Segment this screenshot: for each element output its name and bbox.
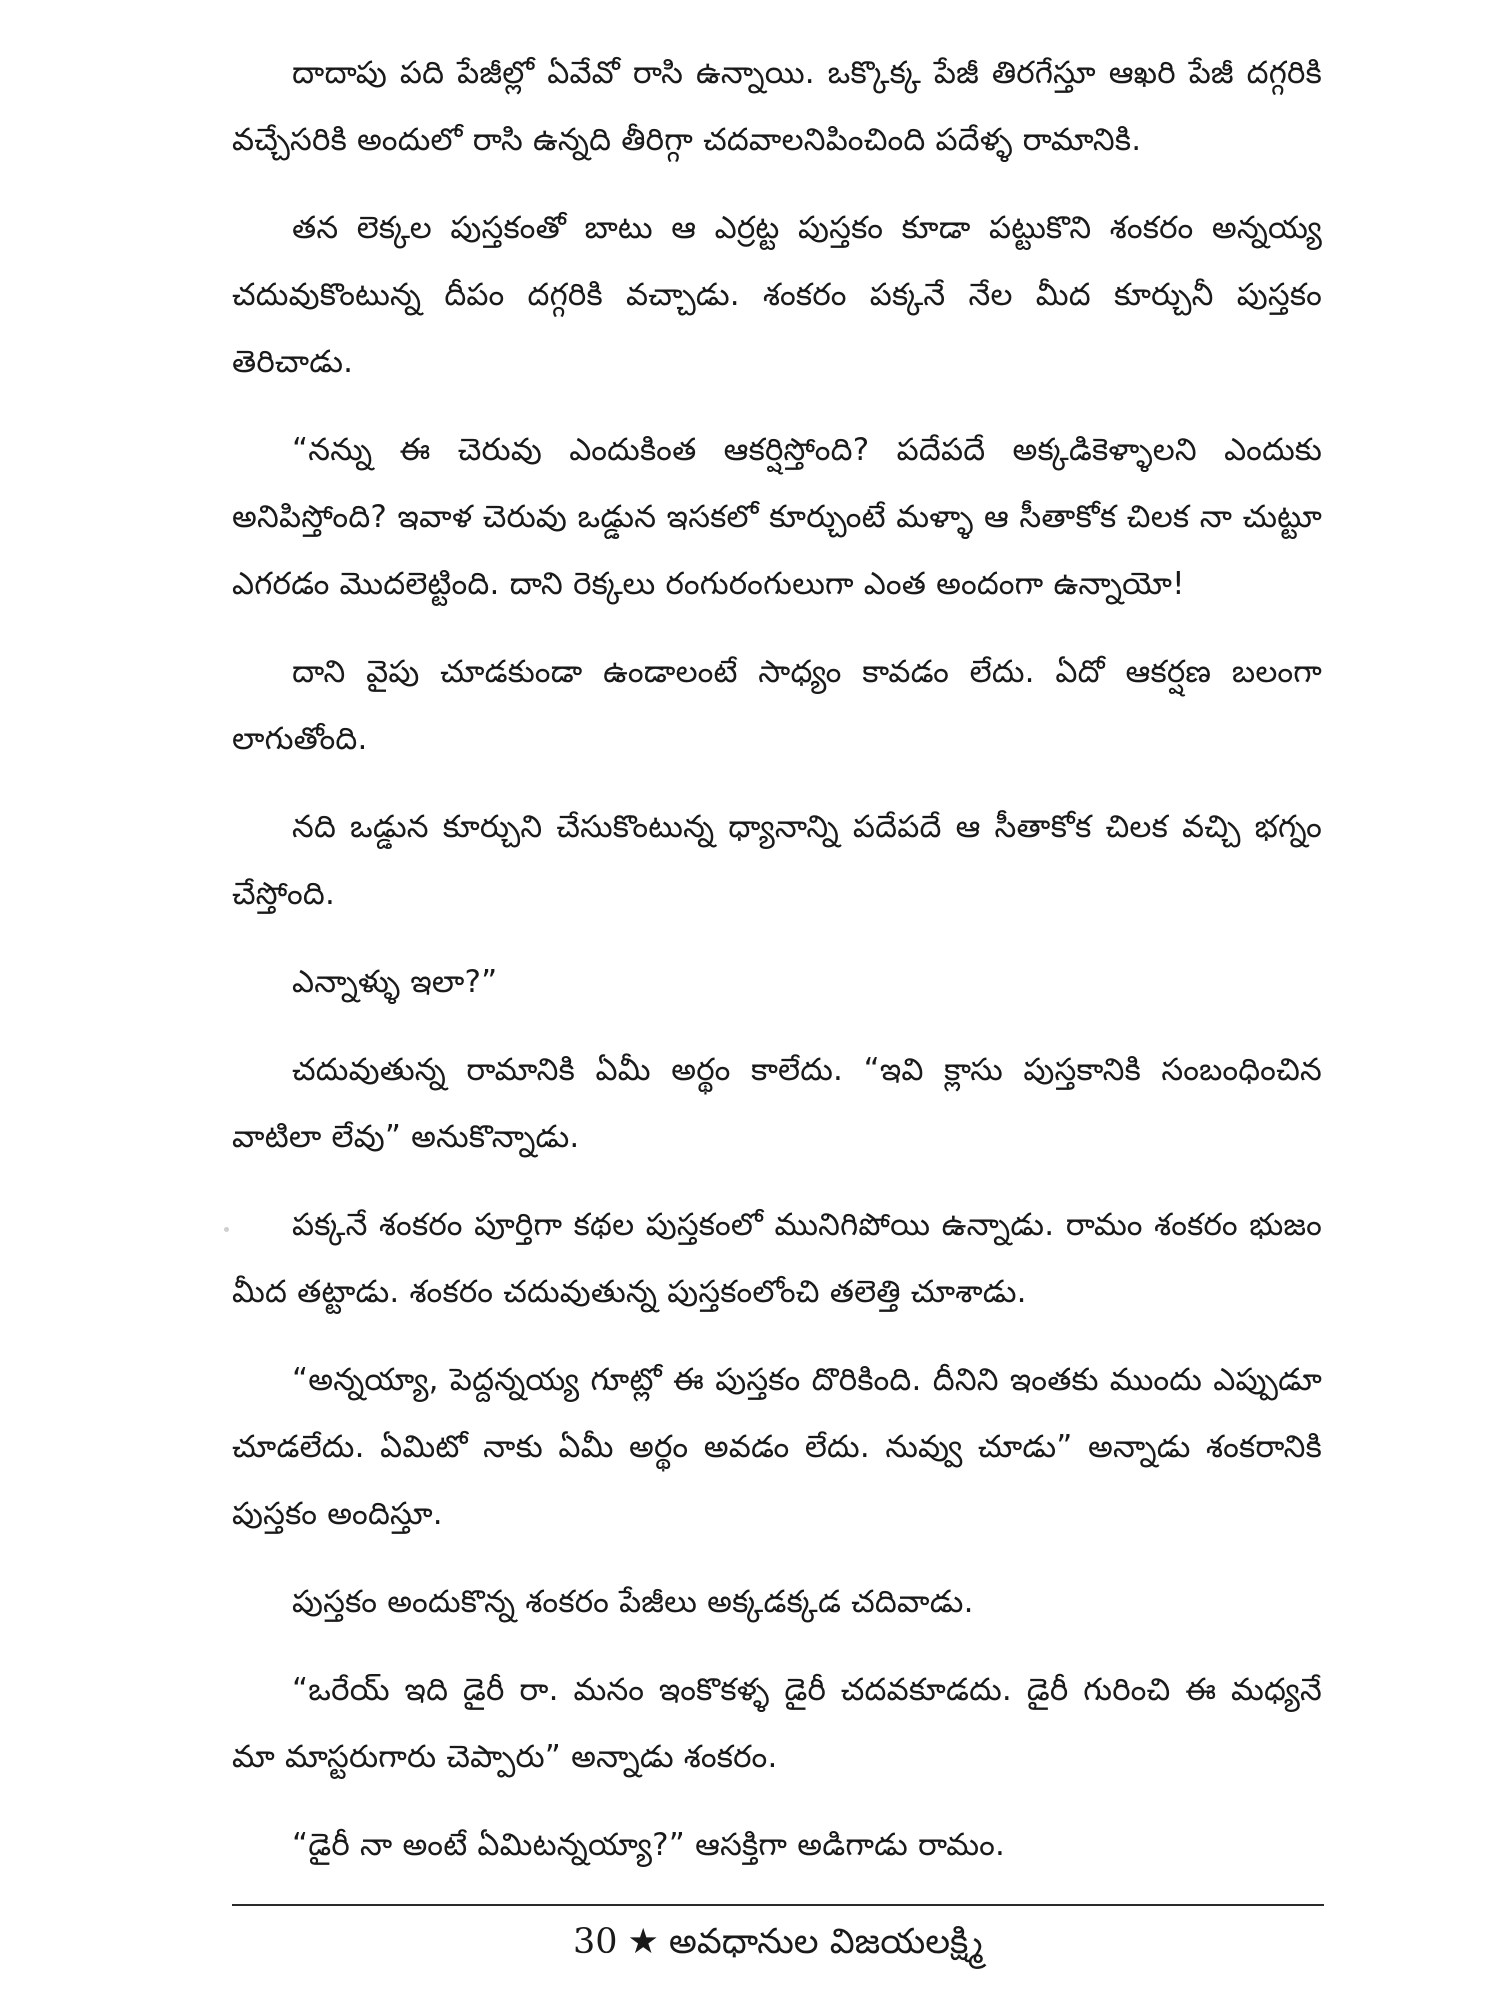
paragraph: “అన్నయ్యా, పెద్దన్నయ్య గూట్లో ఈ పుస్తకం దొరికింది. దీనిని ఇంతకు ముందు ఎప్పుడూ చూడలేదు. ఏమిటో నాకు ఏమీ అర్థం అవడం లేదు. నువ్వు చూడు” అన్నాడు శంకరానికి పుస్తకం అందిస్తూ. xyxy=(232,1362,1322,1532)
paragraph: “డైరీ నా అంటే ఏమిటన్నయ్యా?” ఆసక్తిగా అడిగాడు రామం. xyxy=(292,1827,1006,1863)
paragraph: దాదాపు పది పేజీల్లో ఏవేవో రాసి ఉన్నాయి. ఒక్కొక్క పేజీ తిరగేస్తూ ఆఖరి పేజీ దగ్గరికి వచ్చేసరికి అందులో రాసి ఉన్నది తీరిగ్గా చదవాలనిపించింది పదేళ్ళ రామానికి. xyxy=(232,55,1322,158)
footer-divider xyxy=(232,1904,1324,1906)
author-name: అవధానుల విజయలక్ష్మి xyxy=(668,1922,984,1962)
paragraph: పుస్తకం అందుకొన్న శంకరం పేజీలు అక్కడక్కడ చదివాడు. xyxy=(292,1584,974,1620)
paragraph: “నన్ను ఈ చెరువు ఎందుకింత ఆకర్షిస్తోంది? పదేపదే అక్కడికెళ్ళాలని ఎందుకు అనిపిస్తోంది? ఇవాళ చెరువు ఒడ్డున ఇసకలో కూర్చుంటే మళ్ళా ఆ సీతాకోక చిలక నా చుట్టూ ఎగరడం మొదలెట్టింది. దాని రెక్కలు రంగురంగులుగా ఎంత అందంగా ఉన్నాయో! xyxy=(232,432,1322,602)
paragraph: దాని వైపు చూడకుండా ఉండాలంటే సాధ్యం కావడం లేదు. ఏదో ఆకర్షణ బలంగా లాగుతోంది. xyxy=(232,654,1322,757)
story-text xyxy=(232,40,1322,1900)
paragraph: చదువుతున్న రామానికి ఏమీ అర్థం కాలేదు. “ఇవి క్లాసు పుస్తకానికి సంబంధించిన వాటిలా లేవు” అనుకొన్నాడు. xyxy=(232,1052,1322,1155)
paragraph: పక్కనే శంకరం పూర్తిగా కథల పుస్తకంలో మునిగిపోయి ఉన్నాడు. రామం శంకరం భుజం మీద తట్టాడు. శంకరం చదువుతున్న పుస్తకంలోంచి తలెత్తి చూశాడు. xyxy=(232,1207,1322,1310)
page-footer xyxy=(232,1912,1324,1972)
paragraph: “ఒరేయ్ ఇది డైరీ రా. మనం ఇంకొకళ్ళ డైరీ చదవకూడదు. డైరీ గురించి ఈ మధ్యనే మా మాస్టరుగారు చెప్పారు” అన్నాడు శంకరం. xyxy=(232,1672,1322,1775)
paragraph: తన లెక్కల పుస్తకంతో బాటు ఆ ఎర్రట్ట పుస్తకం కూడా పట్టుకొని శంకరం అన్నయ్య చదువుకొంటున్న దీపం దగ్గరికి వచ్చాడు. శంకరం పక్కనే నేల మీద కూర్చునీ పుస్తకం తెరిచాడు. xyxy=(232,210,1322,380)
page-number: 30 xyxy=(572,1922,618,1962)
scan-speck xyxy=(224,1227,229,1232)
star-icon: ★ xyxy=(627,1922,659,1962)
paragraph: నది ఒడ్డున కూర్చుని చేసుకొంటున్న ధ్యానాన్ని పదేపదే ఆ సీతాకోక చిలక వచ్చి భగ్నం చేస్తోంది. xyxy=(232,809,1322,912)
paragraph: ఎన్నాళ్ళు ఇలా?” xyxy=(292,964,498,1000)
